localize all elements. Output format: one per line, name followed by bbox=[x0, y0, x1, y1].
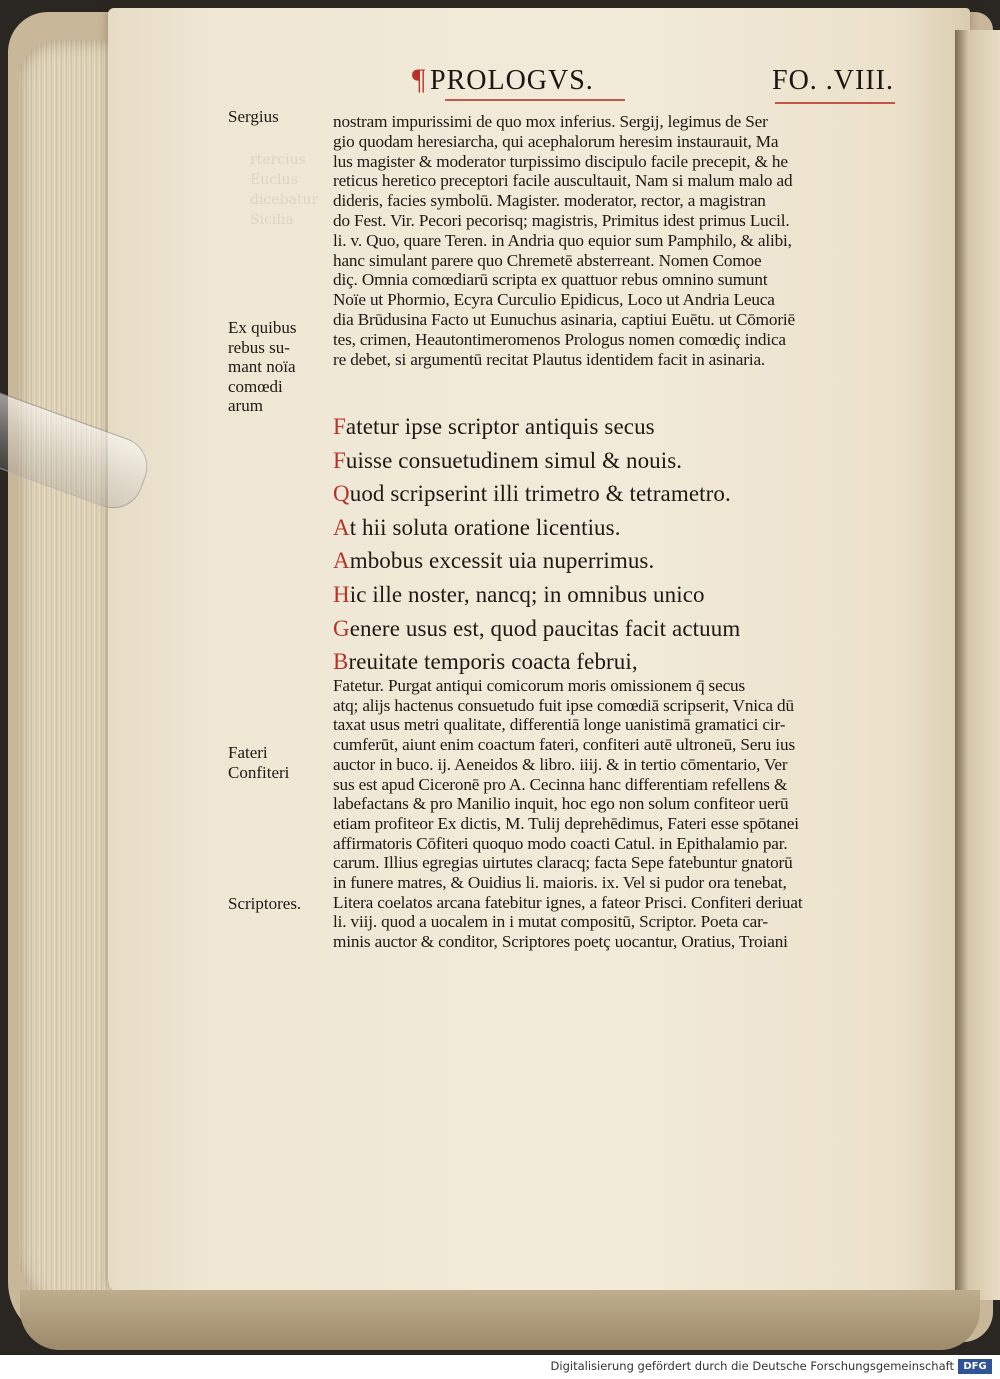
text-line: nostram impurissimi de quo mox inferius. Sergij, legimus de Ser bbox=[333, 112, 768, 131]
text-line: auctor in buco. ij. Aeneidos & libro. iiij. & in tertio cōmentario, Ver bbox=[333, 754, 788, 774]
text-line: taxat usus metri qualitate, differentiā longe uanistimā gramatici cir- bbox=[333, 715, 786, 735]
dfg-logo: DFG bbox=[958, 1359, 992, 1374]
text-line: etiam profiteor Ex dictis, M. Tulij deprehēdimus, Fateri esse spōtanei bbox=[333, 813, 799, 833]
text-line: cumferūt, aiunt enim coactum fateri, confiteri autē ultroneū, Seru ius bbox=[333, 735, 795, 755]
verse-line: Quod scripserint illi trimetro & tetrametro. bbox=[333, 481, 731, 507]
text-line: dia Brūdusina Facto ut Eunuchus asinaria, captiui Euētu. ut Cōmoriē bbox=[333, 309, 796, 329]
verse-line: Hic ille noster, nancq; in omnibus unico bbox=[333, 581, 705, 607]
funding-credit: Digitalisierung gefördert durch die Deutsche Forschungsgemeinschaft bbox=[550, 1359, 954, 1373]
text-line: li. viij. quod a uocalem in i mutat compositū, Scriptor. Poeta car- bbox=[333, 912, 768, 932]
text-line: reticus heretico preceptori facile auscultauit, Nam si malum malo ad bbox=[333, 171, 793, 191]
text-line: Litera coelatos arcana fatebitur ignes, a fateor Prisci. Confiteri deriuat bbox=[333, 892, 803, 912]
text-line: atq; alijs hactenus consuetudo fuit ipse comœdiā scripserit, Vnica dū bbox=[333, 695, 794, 715]
text-line: diç. Omnia comœdiarū scripta ex quattuor rebus omnino sumunt bbox=[333, 270, 768, 290]
rubric-underline bbox=[445, 99, 625, 101]
text-line: sus est apud Ciceronē pro A. Cecinna hanc differentiam refellens & bbox=[333, 774, 788, 794]
verse-line: Genere usus est, quod paucitas facit actuum bbox=[333, 615, 741, 641]
verse-line: Breuitate temporis coacta februi, bbox=[333, 649, 638, 675]
text-line: gio quodam heresiarcha, qui acephalorum heresim instaurauit, Ma bbox=[333, 131, 779, 151]
book-bottom-edge bbox=[20, 1290, 980, 1350]
text-line: Fatetur. Purgat antiqui comicorum moris omissionem q̄ secus bbox=[333, 676, 746, 695]
margin-note-scriptores: Scriptores. bbox=[228, 894, 302, 913]
margin-note-fateri: Fateri Confiteri bbox=[228, 743, 290, 782]
rubric-pilcrow-icon: ¶ bbox=[412, 63, 426, 96]
commentary-block-2 bbox=[333, 676, 923, 952]
text-line: hanc simulant parere quo Chremetē absterreant. Nomen Comoe bbox=[333, 250, 762, 270]
text-line: lus magister & moderator turpissimo discipulo facile precepit, & he bbox=[333, 151, 788, 171]
text-line: li. v. Quo, quare Teren. in Andria quo equior sum Pamphilo, & alibi, bbox=[333, 230, 792, 250]
text-line: dideris, facies symbolū. Magister. moderator, rector, a magistran bbox=[333, 191, 766, 211]
verse-line: Fuisse consuetudinem simul & nouis. bbox=[333, 447, 683, 473]
text-line: do Fest. Vir. Pecori pecorisq; magistris, Primitus idest primus Lucil. bbox=[333, 210, 790, 230]
text-line: in funere matres, & Ouidius li. maioris. ix. Vel si pudor ora tenebat, bbox=[333, 873, 787, 893]
text-line: labefactans & pro Manilio inquit, hoc ego non solum confiteor uerū bbox=[333, 794, 789, 814]
verse-line: Fatetur ipse scriptor antiquis secus bbox=[333, 414, 655, 439]
text-line: re debet, si argumentū recitat Plautus identidem facit in asinaria. bbox=[333, 349, 766, 369]
rubric-underline bbox=[775, 102, 895, 104]
digitization-footer bbox=[0, 1355, 1000, 1379]
show-through: rtercius Euclus dicebatur Sicilia bbox=[250, 152, 319, 228]
verse-block bbox=[333, 410, 923, 679]
text-line: affirmatoris Cōfiteri quoquo modo coacti Catul. in Epithalamio par. bbox=[333, 833, 788, 853]
facing-page-gutter bbox=[955, 30, 1000, 1300]
text-line: carum. Illius egregias uirtutes claracq; facta Sepe fatebuntur gnatorū bbox=[333, 853, 793, 873]
text-line: minis auctor & conditor, Scriptores poetç uocantur, Oratius, Troiani bbox=[333, 932, 788, 952]
header-title: PROLOGVS. bbox=[430, 65, 594, 96]
commentary-block-1 bbox=[333, 112, 923, 369]
margin-note-sergius: Sergius bbox=[228, 107, 279, 126]
text-line: Noïe ut Phormio, Ecyra Curculio Epidicus, Loco ut Andria Leuca bbox=[333, 290, 775, 310]
text-line: tes, crimen, Heautontimeromenos Prologus nomen comœdiç indica bbox=[333, 329, 786, 349]
folio-number: FO. .VIII. bbox=[772, 65, 894, 96]
verse-line: At hii soluta oratione licentius. bbox=[333, 514, 621, 540]
verse-line: Ambobus excessit uia nuperrimus. bbox=[333, 548, 655, 574]
margin-note-ex-quibus: Ex quibus rebus su- mant noïa comœdi arum bbox=[228, 318, 297, 415]
